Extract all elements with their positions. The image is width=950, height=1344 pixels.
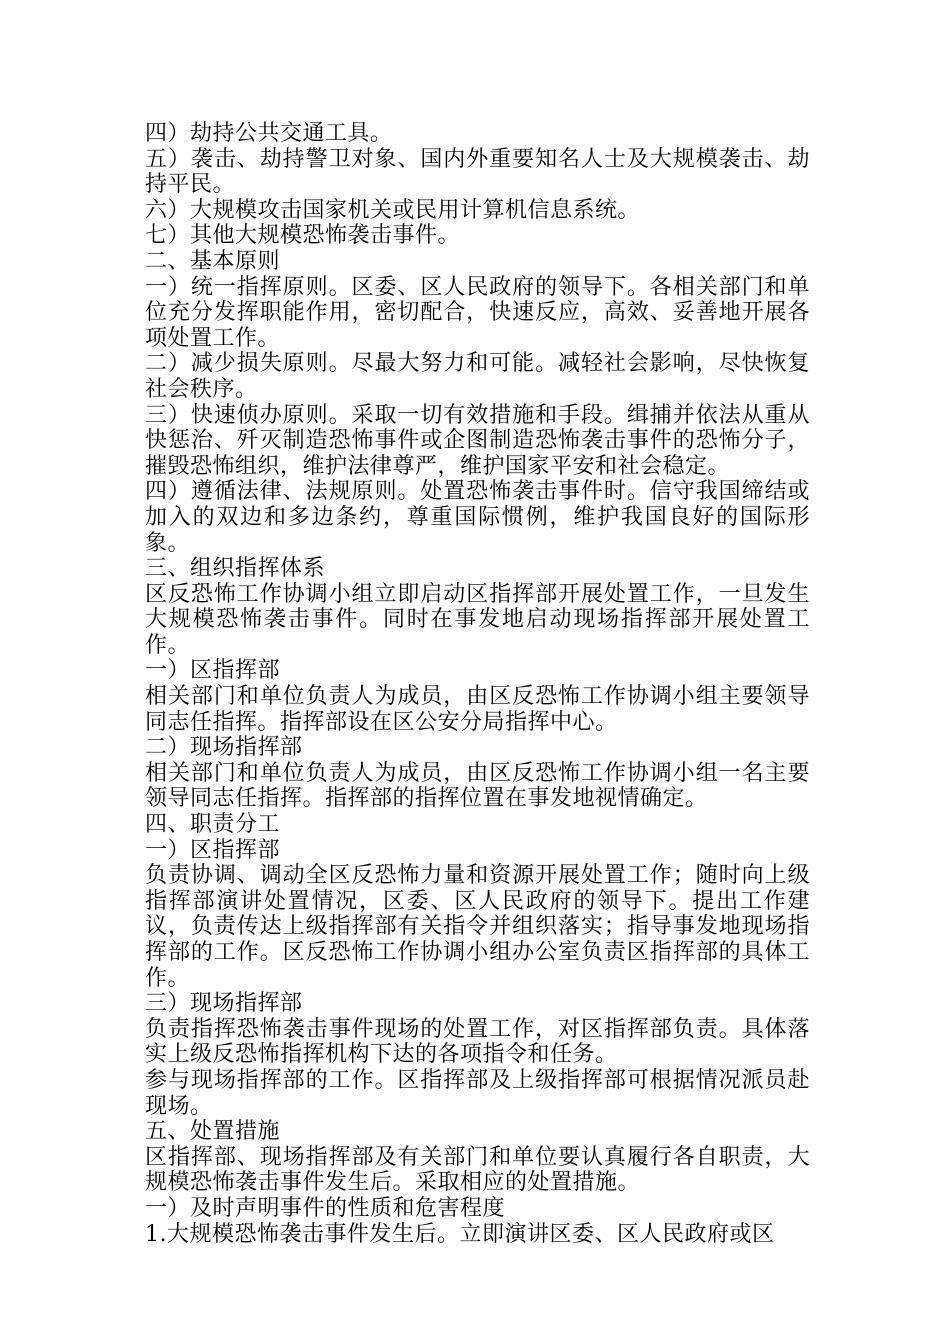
paragraph-21: 参与现场指挥部的工作。区指挥部及上级指挥部可根据情况派员赴现场。 bbox=[145, 1067, 810, 1119]
paragraph-9: 四）遵循法律、法规原则。处置恐怖袭击事件时。信守我国缔结或加入的双边和多边条约，尊重国际惯例，维护我国良好的国际形象。 bbox=[145, 479, 810, 556]
section-heading-2: 二、基本原则 bbox=[145, 248, 281, 274]
document-page bbox=[145, 121, 810, 1247]
paragraph-4: 七）其他大规模恐怖袭击事件。 bbox=[145, 223, 461, 249]
paragraph-3: 六）大规模攻击国家机关或民用计算机信息系统。 bbox=[145, 197, 641, 223]
paragraph-1: 四）劫持公共交通工具。 bbox=[145, 121, 393, 146]
paragraph-13: 相关部门和单位负责人为成员，由区反恐怖工作协调小组主要领导同志任指挥。指挥部设在区公安分局指挥中心。 bbox=[145, 684, 810, 735]
paragraph-6: 一）统一指挥原则。区委、区人民政府的领导下。各相关部门和单位充分发挥职能作用，密切配合，快速反应，高效、妥善地开展各项处置工作。 bbox=[145, 274, 810, 351]
paragraph-15: 相关部门和单位负责人为成员，由区反恐怖工作协调小组一名主要领导同志任指挥。指挥部的指挥位置在事发地视情确定。 bbox=[145, 760, 810, 812]
paragraph-20: 负责指挥恐怖袭击事件现场的处置工作，对区指挥部负责。具体落实上级反恐怖指挥机构下达的各项指令和任务。 bbox=[145, 1016, 810, 1068]
subheading-onsite-command: 二）现场指挥部 bbox=[145, 735, 303, 761]
section-heading-4: 四、职责分工 bbox=[145, 812, 281, 838]
paragraph-23: 区指挥部、现场指挥部及有关部门和单位要认真履行各自职责，大规模恐怖袭击事件发生后。采取相应的处置措施。 bbox=[145, 1144, 810, 1196]
section-heading-3: 三、组织指挥体系 bbox=[145, 556, 326, 582]
subheading-declare-nature: 一）及时声明事件的性质和危害程度 bbox=[145, 1195, 506, 1221]
section-heading-5: 五、处置措施 bbox=[145, 1119, 281, 1145]
paragraph-11: 区反恐怖工作协调小组立即启动区指挥部开展处置工作，一旦发生大规模恐怖袭击事件。同时在事发地启动现场指挥部开展处置工作。 bbox=[145, 581, 810, 658]
subheading-onsite-command-2: 三）现场指挥部 bbox=[145, 991, 303, 1017]
paragraph-8: 三）快速侦办原则。采取一切有效措施和手段。缉捕并依法从重从快惩治、歼灭制造恐怖事件或企图制造恐怖袭击事件的恐怖分子，摧毁恐怖组织，维护法律尊严，维护国家平安和社会稳定。 bbox=[145, 402, 810, 479]
paragraph-25: 1.大规模恐怖袭击事件发生后。立即演讲区委、区人民政府或区 bbox=[145, 1221, 775, 1247]
paragraph-2: 五）袭击、劫持警卫对象、国内外重要知名人士及大规模袭击、劫持平民。 bbox=[145, 146, 810, 198]
paragraph-7: 二）减少损失原则。尽最大努力和可能。减轻社会影响，尽快恢复社会秩序。 bbox=[145, 351, 810, 402]
subheading-district-command: 一）区指挥部 bbox=[145, 658, 281, 684]
subheading-district-command-2: 一）区指挥部 bbox=[145, 837, 281, 863]
paragraph-18: 负责协调、调动全区反恐怖力量和资源开展处置工作；随时向上级指挥部演讲处置情况，区委、区人民政府的领导下。提出工作建议，负责传达上级指挥部有关指令并组织落实；指导事发地现场指挥部的工作。区反恐怖工作协调小组办公室负责区指挥部的具体工作。 bbox=[145, 863, 810, 991]
